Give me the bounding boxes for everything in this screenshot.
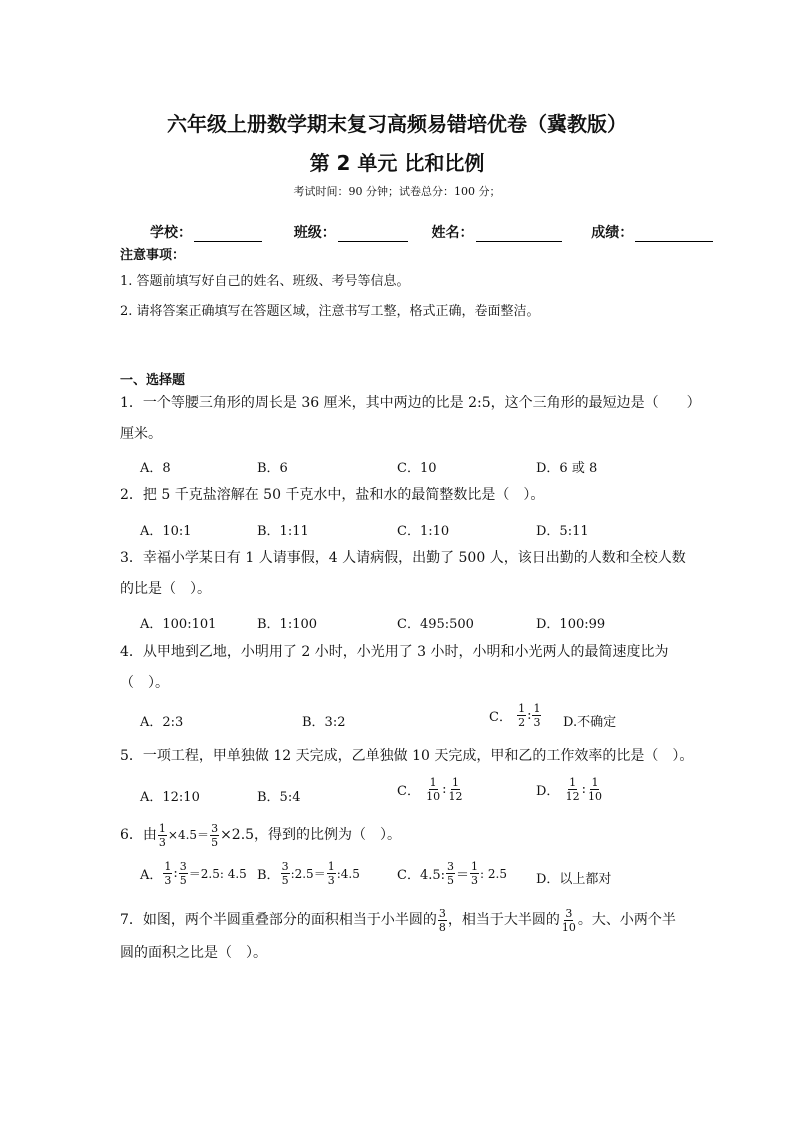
fraction: $\frac{1}{3}$ xyxy=(533,702,541,729)
fraction: $\frac{1}{3}$ xyxy=(158,821,166,849)
fraction: $\frac{1}{3}$ xyxy=(327,860,335,887)
q1-option-d[interactable]: D．6 或 8 xyxy=(536,461,598,476)
name-label: 姓名： xyxy=(431,225,474,241)
q4-option-a[interactable]: A．2:3 xyxy=(140,715,184,730)
fraction: $\frac{3}{5}$ xyxy=(447,860,455,887)
fraction: $\frac{1}{10}$ xyxy=(587,776,602,803)
fraction: $\frac{1}{2}$ xyxy=(518,702,526,729)
q5-option-a[interactable]: A．12:10 xyxy=(140,790,200,805)
info-row xyxy=(150,222,713,242)
unit-title: 第 2 单元 比和比例 xyxy=(309,151,485,175)
score-label: 成绩： xyxy=(591,225,634,241)
q2-option-c[interactable]: C．1:10 xyxy=(397,524,450,539)
question-3-cont: 的比是（ ）。 xyxy=(120,581,211,597)
question-4: 4．从甲地到乙地，小明用了 2 小时，小光用了 3 小时，小明和小光两人的最简速度比为 xyxy=(120,644,669,660)
school-blank[interactable] xyxy=(194,227,262,242)
question-1-cont: 厘米。 xyxy=(120,426,162,442)
q3-option-a[interactable]: A．100:101 xyxy=(140,617,217,632)
q2-option-b[interactable]: B．1:11 xyxy=(257,524,309,539)
section-heading: 一、选择题 xyxy=(120,373,186,388)
question-4-cont: （ ）。 xyxy=(120,675,169,691)
fraction: $\frac{3}{8}$ xyxy=(438,906,446,934)
question-2: 2．把 5 千克盐溶解在 50 千克水中，盐和水的最简整数比是（ ）。 xyxy=(120,487,545,503)
fraction: $\frac{3}{5}$ xyxy=(179,860,187,887)
q6-option-a[interactable]: A． $\frac{1}{3}$ : $\frac{3}{5}$ ＝2.5: 4.5 xyxy=(140,860,247,887)
q5-option-b[interactable]: B．5:4 xyxy=(257,790,301,805)
fraction: $\frac{1}{3}$ xyxy=(164,860,172,887)
fraction: $\frac{1}{10}$ xyxy=(426,776,441,803)
q6-option-d[interactable]: D．以上都对 xyxy=(536,872,612,887)
q3-option-b[interactable]: B．1:100 xyxy=(257,617,318,632)
q6-option-c[interactable]: C．4.5: $\frac{3}{5}$ ＝ $\frac{1}{3}$ : 2.5 xyxy=(397,860,507,887)
class-blank[interactable] xyxy=(338,227,408,242)
q4-option-b[interactable]: B．3:2 xyxy=(302,715,346,730)
fraction: $\frac{1}{12}$ xyxy=(448,776,463,803)
question-7: 7．如图，两个半圆重叠部分的面积相当于小半圆的 $\frac{3}{8}$ ，相当于大半圆的 $\frac{3}{10}$ 。大、小两个半 xyxy=(120,906,676,934)
question-3: 3．幸福小学某日有 1 人请事假，4 人请病假，出勤了 500 人，该日出勤的人数和全校人数 xyxy=(120,550,686,566)
q5-option-d[interactable]: D． $\frac{1}{12}$ : $\frac{1}{10}$ xyxy=(536,776,602,803)
fraction: $\frac{1}{3}$ xyxy=(471,860,479,887)
question-1: 1．一个等腰三角形的周长是 36 厘米，其中两边的比是 2:5，这个三角形的最短边是（ ） xyxy=(120,395,701,411)
q1-option-c[interactable]: C．10 xyxy=(397,461,437,476)
q3-option-c[interactable]: C．495:500 xyxy=(397,617,474,632)
question-5: 5．一项工程，甲单独做 12 天完成，乙单独做 10 天完成，甲和乙的工作效率的比是（ ）。 xyxy=(120,748,694,764)
name-blank[interactable] xyxy=(476,227,562,242)
q6-option-b[interactable]: B． $\frac{3}{5}$ :2.5＝ $\frac{1}{3}$ :4.5 xyxy=(257,860,360,887)
score-blank[interactable] xyxy=(635,227,713,242)
q1-option-a[interactable]: A．8 xyxy=(140,461,171,476)
q4-option-c[interactable]: C． $\frac{1}{2}$ : $\frac{1}{3}$ xyxy=(489,702,541,729)
notice-item: 2. 请将答案正确填写在答题区域，注意书写工整，格式正确，卷面整洁。 xyxy=(120,304,540,319)
fraction: $\frac{3}{5}$ xyxy=(281,860,289,887)
school-label: 学校： xyxy=(150,225,192,241)
exam-title: 六年级上册数学期末复习高频易错培优卷（冀教版） xyxy=(167,112,627,136)
question-7-cont: 圆的面积之比是（ ）。 xyxy=(120,945,267,961)
q2-option-a[interactable]: A．10:1 xyxy=(140,524,192,539)
exam-meta: 考试时间：90 分钟；试卷总分：100 分； xyxy=(293,185,501,198)
fraction: $\frac{3}{5}$ xyxy=(211,821,219,849)
question-6: 6．由 $\frac{1}{3}$ ×4.5＝ $\frac{3}{5}$ ×2.5，得到的比例为（ ）。 xyxy=(120,821,402,849)
fraction: $\frac{1}{12}$ xyxy=(565,776,580,803)
fraction: $\frac{3}{10}$ xyxy=(561,906,576,934)
q5-option-c[interactable]: C． $\frac{1}{10}$ : $\frac{1}{12}$ xyxy=(397,776,463,803)
notice-item: 1. 答题前填写好自己的姓名、班级、考号等信息。 xyxy=(120,274,410,289)
q4-option-d[interactable]: D.不确定 xyxy=(563,715,617,730)
class-label: 班级： xyxy=(293,225,336,241)
q2-option-d[interactable]: D．5:11 xyxy=(536,524,589,539)
notice-heading: 注意事项： xyxy=(120,248,186,263)
q1-option-b[interactable]: B．6 xyxy=(257,461,288,476)
q3-option-d[interactable]: D．100:99 xyxy=(536,617,606,632)
